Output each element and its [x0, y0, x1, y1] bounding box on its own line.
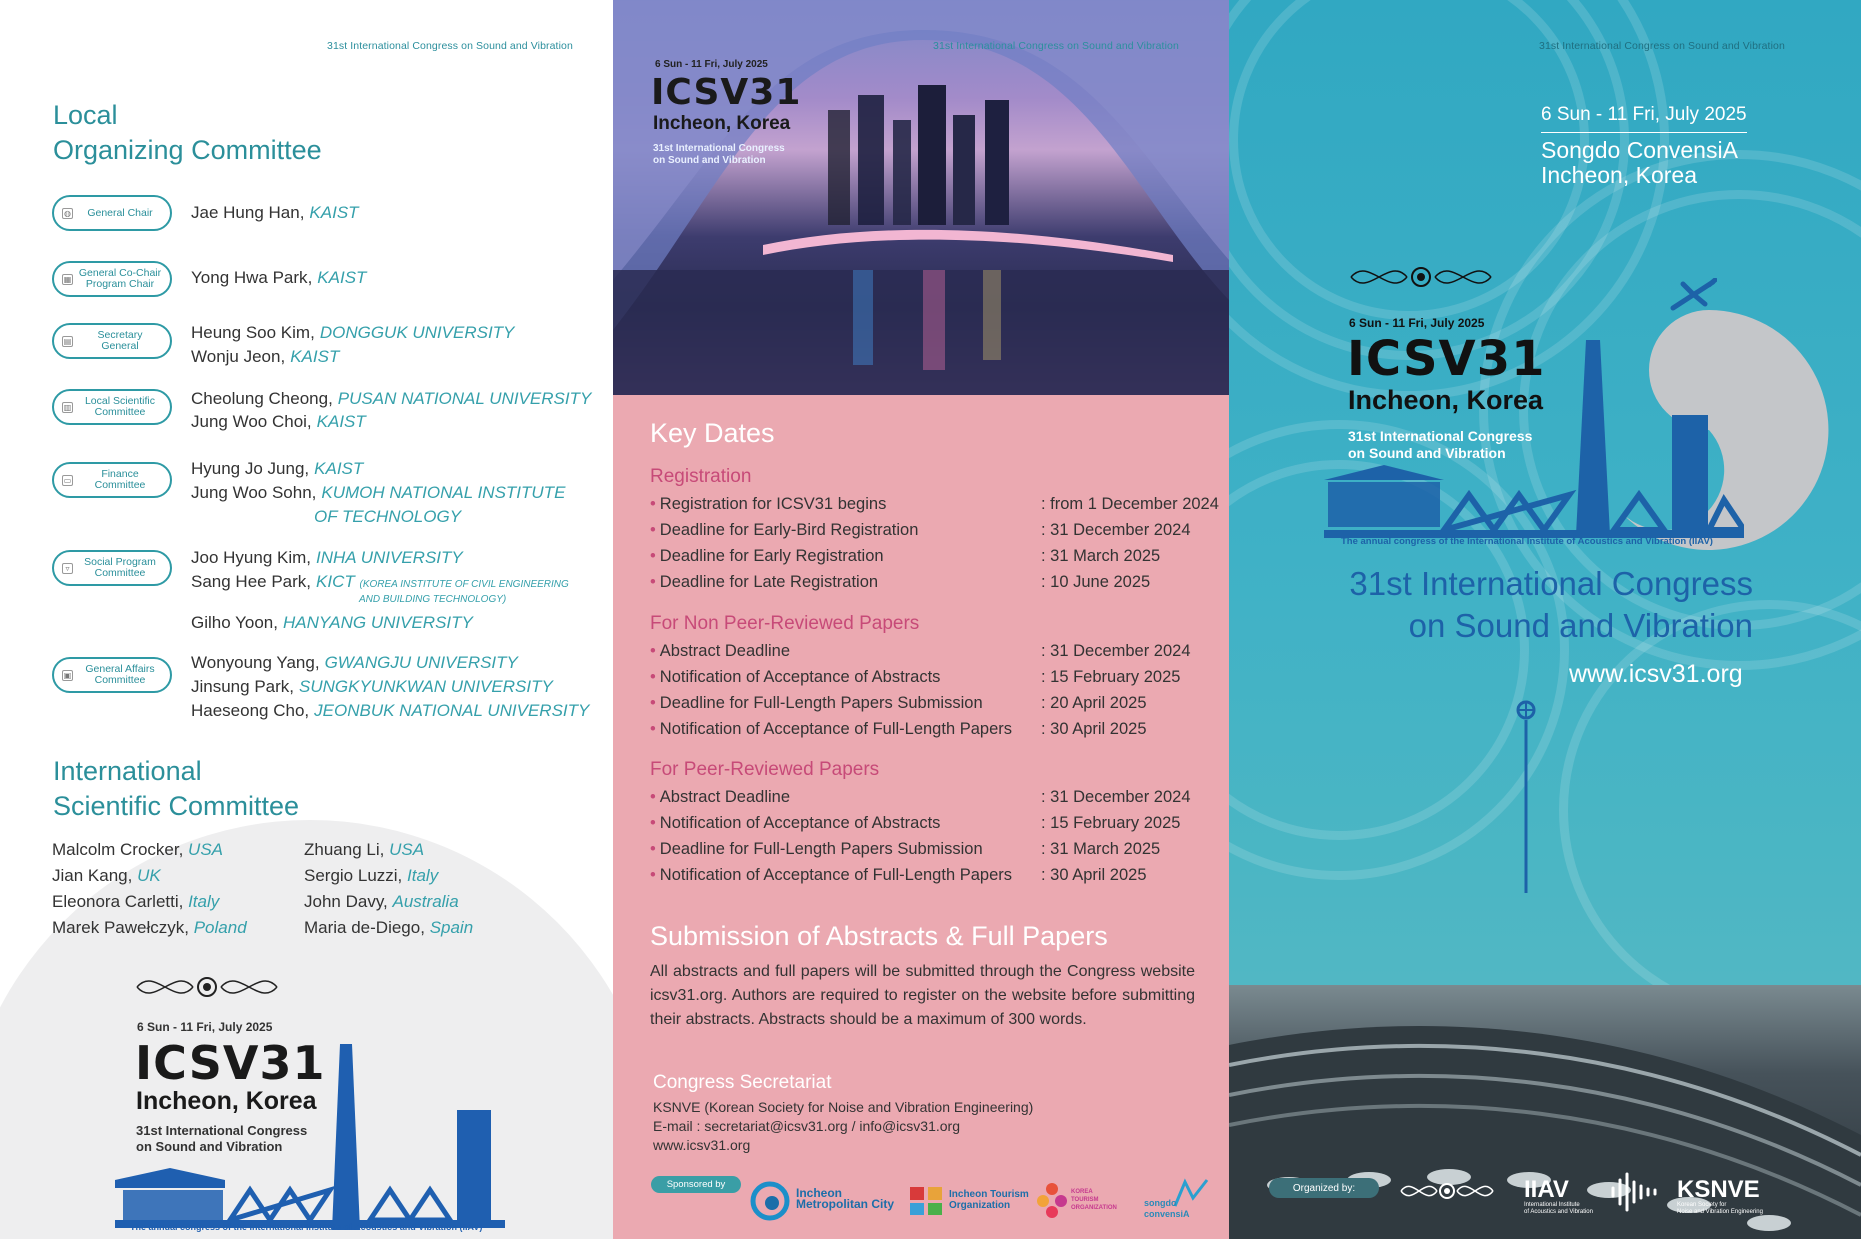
cover-logo-name: ICSV31	[651, 72, 802, 113]
cover-date: 6 Sun - 11 Fri, July 2025	[655, 59, 768, 70]
member-line: Wonju Jeon , KAIST	[191, 347, 339, 367]
isc-member: Eleonora Carletti, Italy	[52, 892, 220, 911]
secretariat-website[interactable]: www.icsv31.org	[653, 1137, 751, 1153]
event-date: 6 Sun - 11 Fri, July 2025	[1541, 104, 1747, 133]
isc-member: Sergio Luzzi, Italy	[304, 866, 439, 885]
loc-title-line2: Organizing Committee	[53, 135, 322, 165]
organized-by-pill: Organized by:	[1269, 1178, 1379, 1198]
sponsor-tourism: Incheon Tourism Organization	[949, 1189, 1029, 1211]
cover-subtitle: 31st International Congress on Sound and Vibration	[653, 143, 785, 166]
logo-date: 6 Sun - 11 Fri, July 2025	[137, 1020, 273, 1034]
isc-member: Zhuang Li, USA	[304, 840, 425, 859]
section-title-non-peer: For Non Peer-Reviewed Papers	[650, 613, 920, 634]
isc-member: Maria de-Diego, Spain	[304, 918, 474, 937]
date-row: • Abstract Deadline : 31 December 2024	[650, 642, 1191, 660]
left-panel	[0, 0, 613, 1239]
secretariat-email[interactable]: E-mail : secretariat@icsv31.org / info@icsv31.org	[653, 1118, 960, 1134]
date-row: • Deadline for Early Registration : 31 March 2025	[650, 547, 1161, 565]
member-line: Gilho Yoon , HANYANG UNIVERSITY	[191, 613, 473, 633]
skyline-illustration	[115, 1040, 505, 1230]
org-ksnve: KSNVE	[1677, 1176, 1760, 1203]
role-finance: ▭ Finance Committee	[52, 462, 172, 498]
date-row: • Deadline for Full-Length Papers Submission : 31 March 2025	[650, 840, 1161, 858]
logo-subtitle: 31st International Congress on Sound and Vibration	[1348, 428, 1533, 461]
knot-ornament-icon	[1511, 698, 1541, 893]
wave-symbol-icon	[135, 970, 280, 1004]
globe-icon: ◍	[62, 208, 73, 219]
member-line: Haeseong Cho , JEONBUK NATIONAL UNIVERSITY	[191, 701, 589, 721]
secretariat-heading: Congress Secretariat	[653, 1072, 832, 1093]
date-row: • Abstract Deadline : 31 December 2024	[650, 788, 1191, 806]
glass-icon: ▿	[62, 563, 73, 574]
role-local-scientific: ▥ Local Scientific Committee	[52, 389, 172, 425]
kict-note: AND BUILDING TECHNOLOGY)	[359, 594, 507, 605]
incheon-city-logo-icon	[750, 1181, 790, 1221]
member-line: Jung Woo Sohn , KUMOH NATIONAL INSTITUTE	[191, 483, 565, 503]
logo-name: ICSV31	[1347, 331, 1546, 387]
org-ksnve-full: Korean Society for Noise and Vibration Engineering	[1677, 1202, 1763, 1215]
org-iiav-full: International Institute of Acoustics and Vibration	[1524, 1202, 1593, 1215]
middle-panel	[613, 0, 1229, 1239]
logo-tagline: The annual congress of the International Institute of Acoustics and Vibration (IIAV)	[130, 1222, 483, 1232]
date-row: • Deadline for Late Registration : 10 June 2025	[650, 573, 1151, 591]
airplane-icon	[1669, 278, 1717, 312]
document-icon: ▤	[63, 336, 72, 346]
clipboard-icon: ▥	[63, 402, 72, 412]
isc-title-line1: International	[53, 756, 202, 786]
skyline-illustration	[1324, 340, 1744, 540]
isc-title-line2: Scientific Committee	[53, 791, 300, 821]
logo-date: 6 Sun - 11 Fri, July 2025	[1349, 316, 1485, 330]
logo-city: Incheon, Korea	[1348, 385, 1544, 415]
role-co-chair: ▦ General Co-Chair Program Chair	[52, 261, 172, 297]
role-general-chair: ◍ General Chair	[52, 195, 172, 231]
role-social-program: ▿ Social Program Committee	[52, 550, 172, 586]
ksnve-soundwave-icon	[1609, 1172, 1669, 1212]
calendar-icon: ▦	[63, 274, 72, 284]
submission-text: All abstracts and full papers will be submitted through the Congress website icsv31.org. Authors are required to register on the website before submitting their abstracts. Abstracts should be a maximum of 300 words.	[650, 963, 1195, 1028]
panel-header: 31st International Congress on Sound and Vibration	[327, 40, 573, 52]
date-row: • Notification of Acceptance of Full-Length Papers : 30 April 2025	[650, 720, 1147, 738]
kto-logo-icon	[1035, 1179, 1069, 1221]
tourism-org-logo-icon	[908, 1185, 946, 1217]
sponsor-kto: KOREA TOURISM ORGANIZATION	[1071, 1189, 1117, 1211]
org-iiav: IIAV	[1524, 1176, 1569, 1203]
logo-name: ICSV31	[135, 1036, 326, 1090]
date-row: • Registration for ICSV31 begins : from 1 December 2024	[650, 495, 1219, 513]
logo-subtitle: 31st International Congress on Sound and Vibration	[136, 1123, 308, 1154]
member-line: Heung Soo Kim , DONGGUK UNIVERSITY	[191, 323, 514, 343]
event-venue: Songdo ConvensiA Incheon, Korea	[1541, 137, 1738, 188]
member-line: Jung Woo Choi , KAIST	[191, 412, 366, 432]
loc-title-line1: Local	[53, 100, 118, 130]
money-icon: ▭	[63, 475, 72, 485]
briefcase-icon: ▣	[63, 670, 72, 680]
isc-member: Jian Kang, UK	[52, 866, 161, 885]
cover-city: Incheon, Korea	[653, 113, 791, 134]
sponsored-by-pill: Sponsored by	[651, 1176, 741, 1193]
sponsor-songdo: songdo convensiA	[1144, 1198, 1190, 1219]
member-line: Jinsung Park , SUNGKYUNKWAN UNIVERSITY	[191, 677, 553, 697]
member-line: Hyung Jo Jung , KAIST	[191, 459, 363, 479]
member-line: Cheolung Cheong , PUSAN NATIONAL UNIVERSITY	[191, 389, 591, 409]
isc-member: Marek Pawełczyk, Poland	[52, 918, 247, 937]
role-general-affairs: ▣ General Affairs Committee	[52, 657, 172, 693]
right-panel	[1229, 0, 1861, 1239]
date-row: • Deadline for Early-Bird Registration : 31 December 2024	[650, 521, 1191, 539]
sponsor-incheon: Incheon Metropolitan City	[796, 1186, 894, 1211]
panel-header: 31st International Congress on Sound and Vibration	[933, 40, 1179, 52]
secretariat-org: KSNVE (Korean Society for Noise and Vibration Engineering)	[653, 1099, 1034, 1115]
iiav-symbol-icon	[1399, 1177, 1495, 1205]
member-line: Sang Hee Park , KICT (KOREA INSTITUTE OF CIVIL ENGINEERING	[191, 572, 569, 592]
member-line: Wonyoung Yang , GWANGJU UNIVERSITY	[191, 653, 518, 673]
affiliation-continuation: OF TECHNOLOGY	[314, 507, 462, 526]
section-title-peer: For Peer-Reviewed Papers	[650, 759, 880, 780]
website-link[interactable]: www.icsv31.org	[1569, 660, 1743, 688]
date-row: • Deadline for Full-Length Papers Submission : 20 April 2025	[650, 694, 1147, 712]
date-row: • Notification of Acceptance of Full-Length Papers : 30 April 2025	[650, 866, 1147, 884]
logo-city: Incheon, Korea	[136, 1087, 317, 1115]
key-dates-heading: Key Dates	[650, 418, 775, 448]
member-line: Jae Hung Han , KAIST	[191, 203, 359, 223]
logo-tagline: The annual congress of the International Institute of Acoustics and Vibration (IIAV)	[1341, 536, 1713, 547]
section-title-registration: Registration	[650, 466, 752, 487]
member-line: Joo Hyung Kim , INHA UNIVERSITY	[191, 548, 463, 568]
submission-heading: Submission of Abstracts & Full Papers	[650, 921, 1108, 951]
wave-symbol-icon	[1349, 260, 1493, 294]
panel-header: 31st International Congress on Sound and Vibration	[1539, 40, 1785, 52]
date-row: • Notification of Acceptance of Abstracts : 15 February 2025	[650, 668, 1181, 686]
congress-title: 31st International Congress on Sound and Vibration	[1349, 565, 1753, 644]
member-line: Yong Hwa Park , KAIST	[191, 268, 366, 288]
date-row: • Notification of Acceptance of Abstracts : 15 February 2025	[650, 814, 1181, 832]
isc-member: John Davy, Australia	[304, 892, 459, 911]
role-secretary-general: ▤ Secretary General	[52, 323, 172, 359]
isc-member: Malcolm Crocker, USA	[52, 840, 224, 859]
